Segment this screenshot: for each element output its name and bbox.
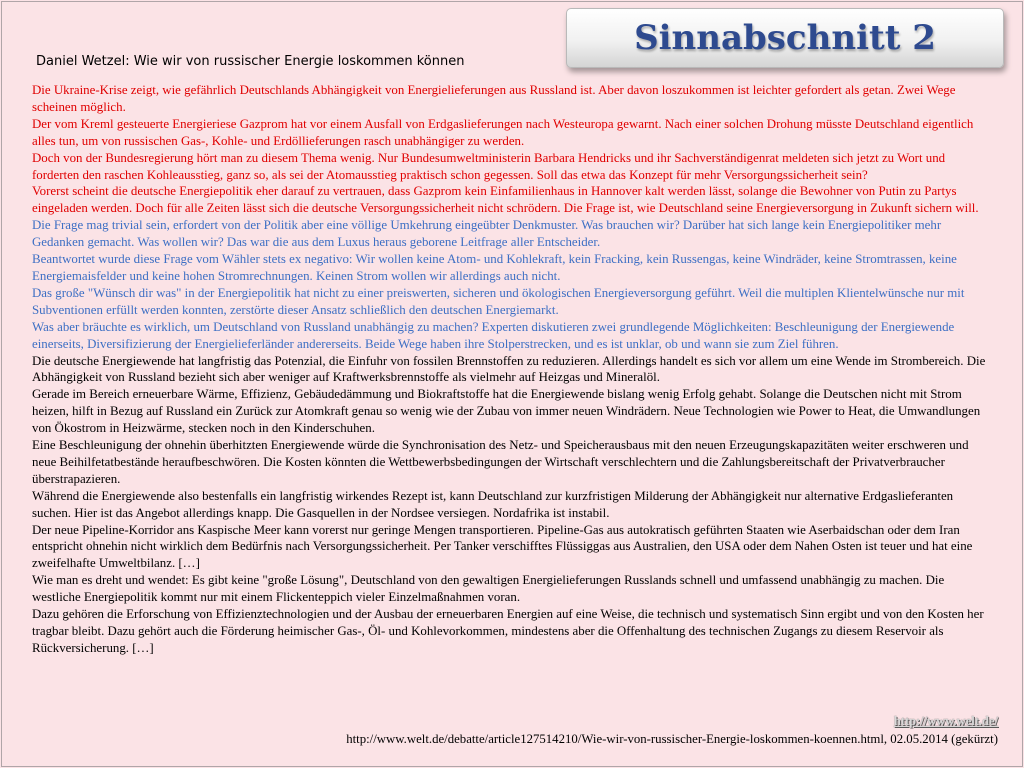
paragraph-14: Wie man es dreht und wendet: Es gibt keine "große Lösung", Deutschland von den gewaltigen Energielieferungen Russlands schnell und umfassend unabhängig zu machen. Die westliche Energiepolitik kommt nur mit einem Flickenteppich vieler Einzelmaßnahmen voran.: [32, 573, 945, 605]
paragraph-4: Vorerst scheint die deutsche Energiepolitik eher darauf zu vertrauen, dass Gazprom kein Einfamilienhaus in Hannover kalt werden lässt, solange die Bewohner von Putin zu Partys eingeladen werden. Doch für alle Zeiten lässt sich die deutsche Versorgungssicherheit nicht schrödern. Die Frage ist, wie Deutschland seine Energieversorgung in Zukunft sichern will.: [32, 184, 979, 216]
paragraph-13: Der neue Pipeline-Korridor ans Kaspische Meer kann vorerst nur geringe Mengen transportieren. Pipeline-Gas aus autokratisch geführten Staaten wie Aserbaidschan oder dem Iran entspricht ohnehin nicht wirklich dem Bedürfnis nach Versorgungssicherheit. Per Tanker verschifftes Flüssiggas aus Australien, den USA oder dem Nahen Osten ist teuer und hat eine zweifelhafte Umweltbilanz. […]: [32, 522, 973, 571]
article-body: [32, 82, 992, 657]
paragraph-15: Dazu gehören die Erforschung von Effizienztechnologien und der Ausbau der erneuerbaren Energien auf eine Weise, die technisch und systematisch Sinn ergibt und von den Kosten her tragbar bleibt. Dazu gehört auch die Förderung heimischer Gas-, Öl- und Kohlevorkommen, mindestens aber die Offenhaltung des technischen Zugangs zu diesem Reservoir als Rückversicherung. […]: [32, 607, 984, 655]
paragraph-6: Beantwortet wurde diese Frage vom Wähler stets ex negativo: Wir wollen keine Atom- und Kohlekraft, kein Fracking, kein Russengas, keine Windräder, keine Stromtrassen, keine Energiemaisfelder und keine hohen Stromrechnungen. Keinen Strom wollen wir allerdings auch nicht.: [32, 252, 957, 283]
paragraph-5: Die Frage mag trivial sein, erfordert von der Politik aber eine völlige Umkehrung eingeübter Denkmuster. Was brauchen wir? Darüber hat sich lange kein Energiepolitiker mehr Gedanken gemacht. Was wollen wir? Das war die aus dem Luxus heraus geborene Leitfrage aller Entscheider.: [32, 218, 942, 250]
paragraph-9: Die deutsche Energiewende hat langfristig das Potenzial, die Einfuhr von fossilen Brennstoffen zu reduzieren. Allerdings handelt es sich vor allem um eine Wende im Strombereich. Die Abhängigkeit von Russland bezieht sich aber weniger auf Kraftwerksbrennstoffe als vielmehr auf Heizgas und Mineralöl.: [32, 353, 986, 385]
article-subtitle: Daniel Wetzel: Wie wir von russischer Energie loskommen können: [36, 54, 465, 69]
paragraph-3: Doch von der Bundesregierung hört man zu diesem Thema wenig. Nur Bundesumweltministerin Barbara Hendricks und ihr Sachverständigenrat meldeten sich jetzt zu Wort und forderten den raschen Kohleausstieg, ganz so, als sei der Atomausstieg praktisch schon gegessen. Soll das etwa das Konzept für mehr Versorgungssicherheit sein?: [32, 150, 946, 182]
paragraph-12: Während die Energiewende also bestenfalls ein langfristig wirkendes Rezept ist, kann Deutschland zur kurzfristigen Milderung der Abhängigkeit nur alternative Erdgaslieferanten suchen. Hier ist das Angebot allerdings knapp. Die Gasquellen in der Nordsee versiegen. Nordafrika ist instabil.: [32, 488, 954, 520]
slide-title: Sinnabschnitt 2: [634, 18, 936, 58]
paragraph-11: Eine Beschleunigung der ohnehin überhitzten Energiewende würde die Synchronisation des Netz- und Speicherausbaus mit den neuen Erzeugungskapazitäten weiter erschweren und neue Beihilfetatbestände heraufbeschwören. Die Kosten könnten die Wettbewerbsbedingungen der Wirtschaft verschlechtern und die Zahlungsbereitschaft der Privatverbraucher überstrapazieren.: [32, 438, 969, 486]
source-citation: http://www.welt.de/debatte/article127514210/Wie-wir-von-russischer-Energie-loskommen-koennen.html, 02.05.2014 (gekürzt): [346, 732, 998, 746]
paragraph-7: Das große "Wünsch dir was" in der Energiepolitik hat nicht zu einer preiswerten, sicheren und ökologischen Energieversorgung geführt. Weil die multiplen Klientelwünsche nur mit Subventionen erfüllt werden konnten, zerstörte dieser Ansatz schließlich den deutschen Energiemarkt.: [32, 285, 965, 317]
paragraph-8: Was aber bräuchte es wirklich, um Deutschland von Russland unabhängig zu machen? Experten diskutieren zwei grundlegende Möglichkeiten: Beschleunigung der Energiewende einerseits, Diversifizierung der Energielieferländer andererseits. Beide Wege haben ihre Stolperstrecken, und es ist unklar, ob und wann sie zum Ziel führen.: [32, 319, 955, 351]
title-box: [566, 8, 1004, 68]
paragraph-1: Die Ukraine-Krise zeigt, wie gefährlich Deutschlands Abhängigkeit von Energielieferungen aus Russland ist. Aber davon loszukommen ist leichter gefordert als getan. Zwei Wege scheinen möglich.: [32, 83, 956, 114]
paragraph-2: Der vom Kreml gesteuerte Energieriese Gazprom hat vor einem Ausfall von Erdgaslieferungen nach Westeuropa gewarnt. Nach einer solchen Drohung müsste Deutschland eigentlich alles tun, um von russischen Gas-, Kohle- und Erdöllieferungen rasch unabhängiger zu werden.: [32, 116, 974, 148]
paragraph-10: Gerade im Bereich erneuerbare Wärme, Effizienz, Gebäudedämmung und Biokraftstoffe hat die Energiewende bislang wenig Erfolg gehabt. Solange die Deutschen nicht mit Strom heizen, hilft in Bezug auf Russland ein Zurück zur Atomkraft genau so wenig wie der Zubau von immer neuen Windrädern. Neue Technologien wie Power to Heat, die Umwandlungen von Ökostrom in Heizwärme, stecken noch in den Kinderschuhen.: [32, 387, 981, 436]
source-link[interactable]: http://www.welt.de/: [893, 714, 998, 728]
